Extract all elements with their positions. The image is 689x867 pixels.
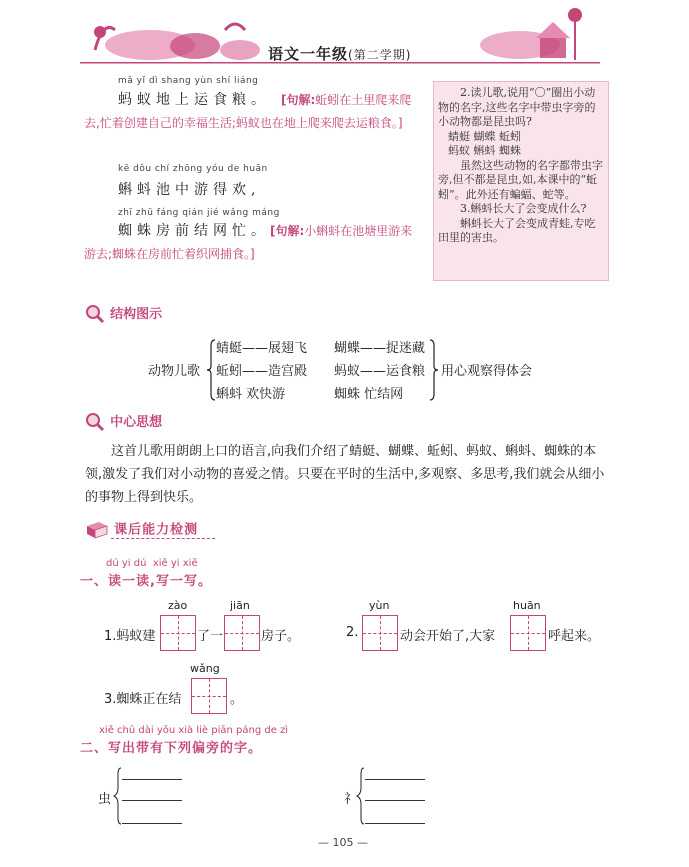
header-title: 语文一年级(第二学期) <box>268 45 412 63</box>
answer-line[interactable] <box>365 779 425 780</box>
exercise-header <box>85 518 198 540</box>
central-idea-text: 这首儿歌用朗朗上口的语言,向我们介绍了蜻蜓、蝴蝶、蚯蚓、蚂蚁、蝌蚪、蜘蛛的本领,激发了我们对小动物的喜爱之情。只要在平时的生活中,多观察、多思考,我们就会从细小的事物上得到快乐。 <box>85 444 605 505</box>
q1-answer-box-2[interactable] <box>224 615 260 651</box>
q1-pinyin-2: jiān <box>230 599 250 612</box>
structure-root: 动物儿歌 <box>148 364 201 379</box>
magnifier-icon <box>85 304 105 324</box>
page-header <box>0 0 689 72</box>
answer-line[interactable] <box>122 800 182 801</box>
part1-heading: 一、读一读,写一写。 <box>80 574 212 589</box>
radical-2: 礻 <box>344 792 358 807</box>
q1-answer-box-1[interactable] <box>160 615 196 651</box>
exercise-title: 课后能力检测 <box>114 522 199 538</box>
answer-line[interactable] <box>365 823 425 824</box>
pinyin-line1: mǎ yǐ dì shang yùn shí liáng <box>118 76 259 86</box>
q2-pinyin-2: huān <box>513 599 541 612</box>
answer-line[interactable] <box>122 823 182 824</box>
part2-pinyin: xiě chū dài yǒu xià liè piān páng de zì <box>99 725 289 736</box>
pinyin-line3: zhī zhū fáng qián jié wǎng máng <box>118 208 280 218</box>
line1-note: [句解:蚯蚓在土里爬来爬去,忙着创建自己的幸福生活;蚂蚁也在地上爬来爬去运粮食。] <box>84 93 412 130</box>
answer-line[interactable] <box>365 800 425 801</box>
answer-3: 蝌蚪长大了会变成青蛙,专吃田里的害虫。 <box>438 216 596 244</box>
structure-row: 蚯蚓——造宫殿 蚂蚁——运食粮 <box>216 364 426 379</box>
question-box-text <box>438 86 606 246</box>
book-icon <box>85 518 109 540</box>
page-number: — 105 — <box>318 836 368 849</box>
q2-pinyin-1: yùn <box>369 599 390 612</box>
radical-1-brace <box>113 766 123 826</box>
q3-answer-box[interactable] <box>191 678 227 714</box>
names-row2: 蚂蚁 蝌蚪 蜘蛛 <box>448 144 521 157</box>
q2-post: 呼起来。 <box>548 629 601 644</box>
poem-line1: 蚂蚁地上运食粮。 <box>118 92 270 108</box>
structure-rows <box>216 337 425 406</box>
answer-2: 虽然这些动物的名字都带虫字旁,但不都是昆虫,如,本课中的“蚯蚓”。此外还有蝙蝠、蛇等。 <box>438 158 603 201</box>
right-brace <box>428 338 440 402</box>
answer-line[interactable] <box>122 779 182 780</box>
q1-pre: 1.蚂蚁建 <box>104 629 156 644</box>
q2-pre: 2. <box>346 625 359 640</box>
central-title: 中心思想 <box>110 415 163 430</box>
question-3: 3.蝌蚪长大了会变成什么? <box>460 202 587 215</box>
q2-mid: 动会开始了,大家 <box>400 629 496 644</box>
radical-2-brace <box>356 766 366 826</box>
names-row1: 蜻蜓 蝴蝶 蚯蚓 <box>448 129 521 143</box>
poem-line3: 蜘蛛房前结网忙。 <box>118 223 270 239</box>
magnifier-icon <box>85 412 105 432</box>
line3-note: 蜘蛛房前结网忙。[句解:小蝌蚪在池塘里游来游去;蜘蛛在房前忙着织网捕食。] <box>84 223 413 261</box>
central-section-header <box>85 411 162 432</box>
structure-section-header <box>85 303 162 324</box>
q2-answer-box-2[interactable] <box>510 615 546 651</box>
structure-title: 结构图示 <box>110 307 163 322</box>
q2-answer-box-1[interactable] <box>362 615 398 651</box>
structure-row: 蝌蚪 欢快游 蜘蛛 忙结网 <box>216 387 404 402</box>
q1-mid: 了一 <box>197 629 224 644</box>
radical-1: 虫 <box>98 792 112 807</box>
q3-post: 。 <box>230 692 244 707</box>
question-2: 2.读儿歌,说用“〇”圈出小动物的名字,这些名字中带虫字旁的小动物都是昆虫吗? <box>438 86 596 128</box>
structure-conclusion: 用心观察得体会 <box>441 364 533 379</box>
poem-line2: 蝌蚪池中游得欢, <box>118 182 261 198</box>
q1-post: 房子。 <box>261 629 301 644</box>
structure-row: 蜻蜓——展翅飞 蝴蝶——捉迷藏 <box>216 341 426 356</box>
q3-pre: 3.蜘蛛正在结 <box>104 692 182 707</box>
part1-pinyin: dú yi dú xiě yi xiě <box>106 558 198 569</box>
pinyin-line2: kē dǒu chí zhōng yóu de huān <box>118 164 268 174</box>
part2-heading: 二、写出带有下列偏旁的字。 <box>80 741 263 756</box>
header-subtitle: (第二学期) <box>348 48 412 62</box>
q1-pinyin-1: zào <box>168 599 188 612</box>
q3-pinyin: wǎng <box>190 662 220 675</box>
